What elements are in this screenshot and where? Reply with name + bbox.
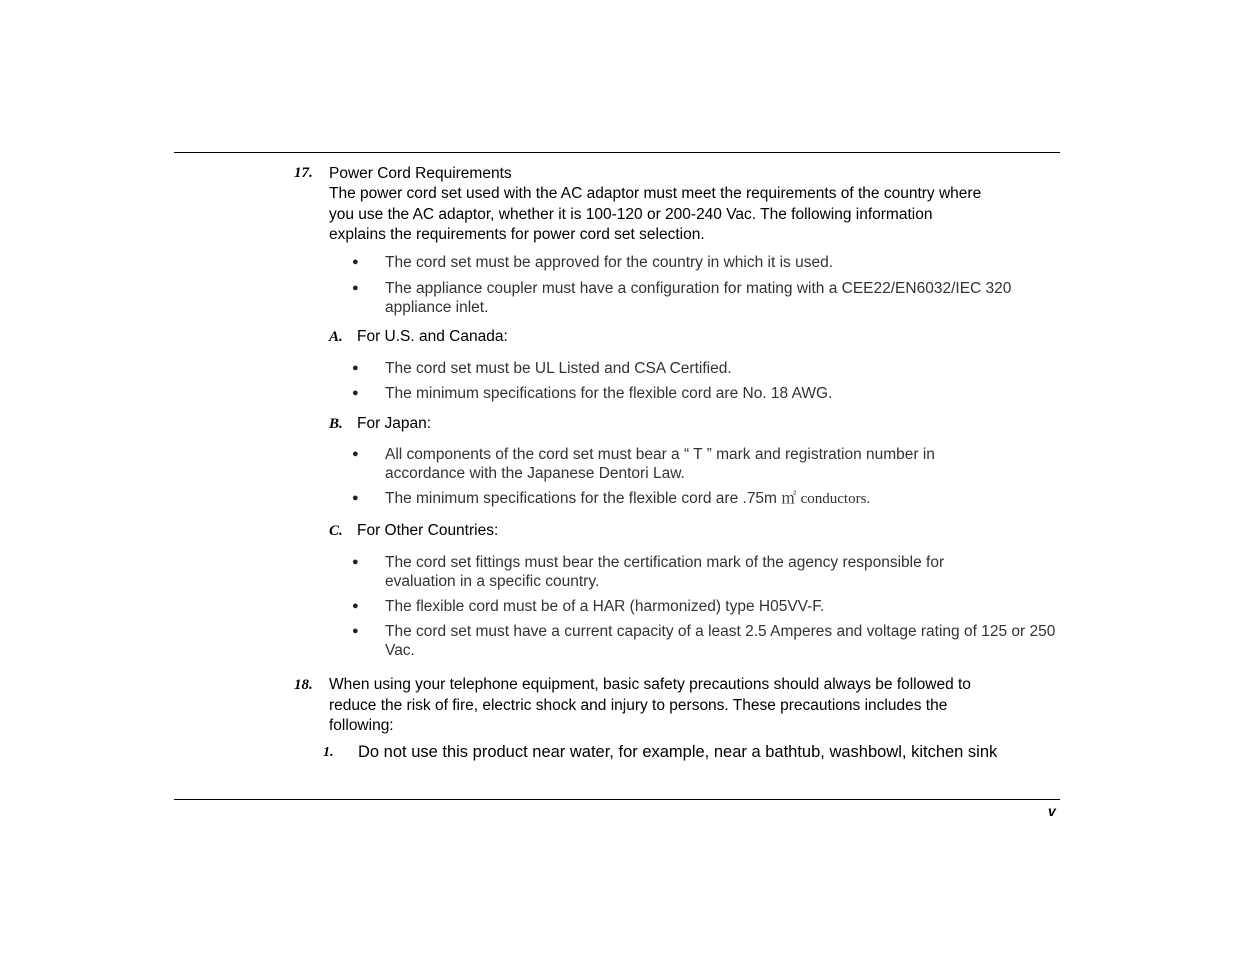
top-rule	[174, 152, 1060, 153]
item-1-number: 1.	[323, 745, 334, 760]
subsection-a-letter: A.	[329, 329, 343, 345]
bullet-text: The cord set fittings must bear the certification mark of the agency responsible for evaluation in a specific country.	[385, 554, 945, 590]
bullet-text-mixed	[385, 489, 1060, 509]
section-17-title: Power Cord Requirements	[329, 165, 512, 182]
bullet-text: The cord set must be UL Listed and CSA Certified.	[385, 360, 732, 377]
bullet-text: The appliance coupler must have a configuration for mating with a CEE22/EN6032/IEC 320 appliance inlet.	[385, 280, 1012, 316]
square-meter-symbol: ㎡	[781, 491, 797, 507]
bullet-text-prefix: The minimum specifications for the flexible cord are .75m	[385, 490, 777, 507]
bottom-rule	[174, 799, 1060, 800]
section-18-number: 18.	[294, 677, 313, 693]
bullet-icon: ●	[352, 600, 359, 612]
subsection-b-title: For Japan:	[357, 415, 432, 432]
section-17-number: 17.	[294, 165, 313, 181]
subsection-b-letter: B.	[329, 416, 343, 432]
bullet-text: The cord set must have a current capacity of a least 2.5 Amperes and voltage rating of 125 or 250 Vac.	[385, 623, 1056, 659]
bullet-text: The cord set must be approved for the country in which it is used.	[385, 254, 834, 271]
intro-line: explains the requirements for power cord set selection.	[329, 226, 705, 243]
section-18-intro	[329, 675, 1064, 737]
bullet-icon: ●	[352, 448, 359, 460]
subsection-c-letter: C.	[329, 523, 343, 539]
intro-line: reduce the risk of fire, electric shock and injury to persons. These precautions includes the	[329, 696, 948, 714]
bullet-icon: ●	[352, 387, 359, 399]
item-1-text: Do not use this product near water, for example, near a bathtub, washbowl, kitchen sink	[358, 743, 998, 761]
page-number: v	[1048, 803, 1056, 819]
subsection-c-title: For Other Countries:	[357, 522, 499, 539]
bullet-text: The flexible cord must be of a HAR (harmonized) type H05VV-F.	[385, 598, 825, 615]
bullet-text-suffix: conductors.	[800, 491, 871, 507]
bullet-icon: ●	[352, 282, 359, 294]
bullet-text: All components of the cord set must bear a “ T ” mark and registration number in accordance with the Japanese Dentori Law.	[385, 446, 935, 482]
bullet-icon: ●	[352, 556, 359, 568]
subsection-a-title: For U.S. and Canada:	[357, 328, 508, 345]
bullet-icon: ●	[352, 362, 359, 374]
bullet-icon: ●	[352, 492, 359, 504]
bullet-text: The minimum specifications for the flexible cord are No. 18 AWG.	[385, 385, 833, 402]
bullet-icon: ●	[352, 625, 359, 637]
intro-line: The power cord set used with the AC adaptor must meet the requirements of the country where	[329, 185, 982, 202]
section-17-intro	[329, 184, 1064, 246]
bullet-icon: ●	[352, 256, 359, 268]
intro-line: you use the AC adaptor, whether it is 100-120 or 200-240 Vac. The following information	[329, 205, 933, 223]
intro-line: When using your telephone equipment, basic safety precautions should always be followed to	[329, 676, 971, 693]
intro-line: following:	[329, 717, 394, 734]
